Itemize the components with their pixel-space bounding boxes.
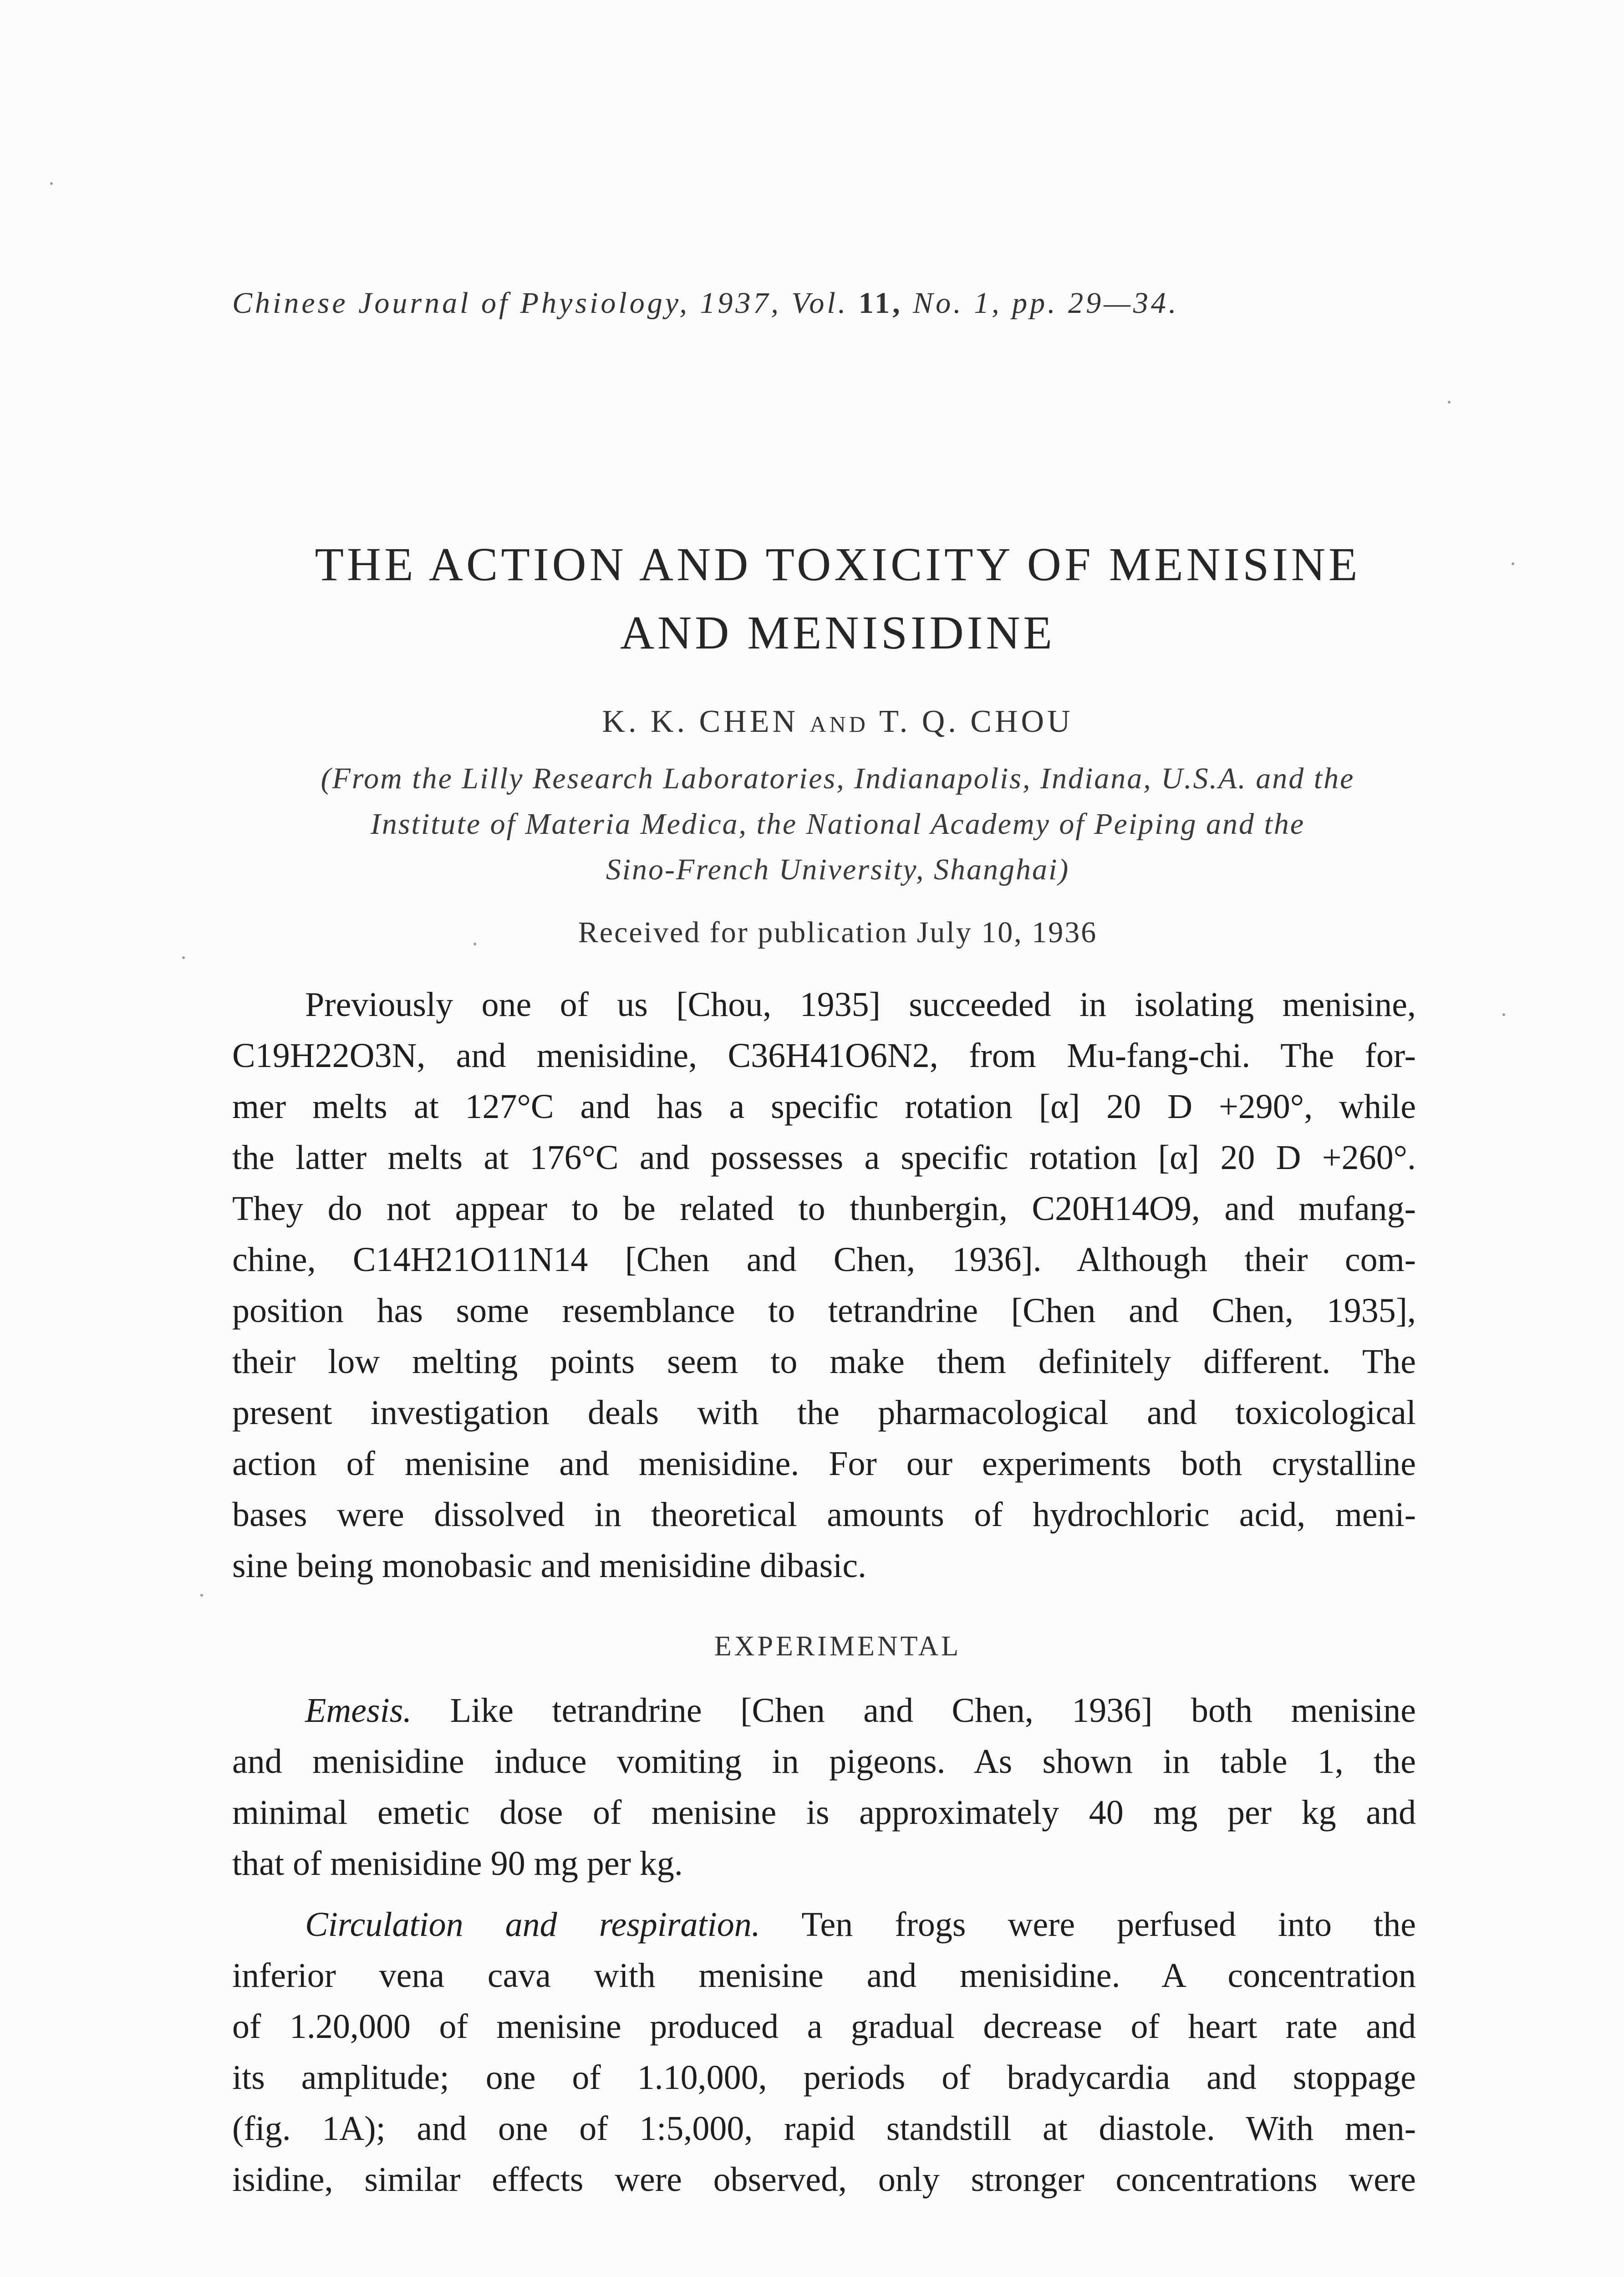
volume-number: 11, xyxy=(858,286,903,320)
body-line xyxy=(232,1899,1416,1950)
issue-pages: No. 1, pp. 29—34. xyxy=(913,286,1179,320)
author-conjunction: AND xyxy=(809,711,869,737)
article-title xyxy=(255,531,1420,667)
subsection-lead: Emesis. xyxy=(305,1691,412,1730)
body-line: its amplitude; one of 1.10,000, periods of bradycardia and stoppage xyxy=(232,2058,1416,2097)
title-line-2: AND MENISIDINE xyxy=(620,607,1055,659)
body-line: Previously one of us [Chou, 1935] succeeded in isolating menisine, xyxy=(305,985,1416,1024)
subsection-lead: Circulation and respiration. xyxy=(305,1905,760,1944)
section-heading: EXPERIMENTAL xyxy=(714,1631,962,1662)
body-line: sine being monobasic and menisidine dibasic. xyxy=(232,1547,867,1585)
author-line xyxy=(255,704,1420,740)
body-line: position has some resemblance to tetrandrine [Chen and Chen, 1935], xyxy=(232,1292,1416,1330)
body-line: mer melts at 127°C and has a specific rotation [α] 20 D +290°, while xyxy=(232,1087,1416,1126)
intro-paragraph xyxy=(232,979,1416,1591)
affiliation-line-1: (From the Lilly Research Laboratories, Indianapolis, Indiana, U.S.A. and the xyxy=(321,762,1355,795)
body-line: C19H22O3N, and menisidine, C36H41O6N2, from Mu-fang-chi. The for- xyxy=(232,1036,1416,1075)
body-line: action of menisine and menisidine. For our experiments both crystalline xyxy=(232,1445,1416,1483)
body-line: (fig. 1A); and one of 1:5,000, rapid standstill at diastole. With men- xyxy=(232,2109,1416,2148)
body-line: the latter melts at 176°C and possesses a specific rotation [α] 20 D +260°. xyxy=(232,1138,1416,1177)
scan-speck xyxy=(1512,562,1514,565)
author-second: T. Q. CHOU xyxy=(879,704,1074,739)
body-line: They do not appear to be related to thunbergin, C20H14O9, and mufang- xyxy=(232,1190,1416,1228)
scan-speck xyxy=(200,1594,203,1597)
body-line: bases were dissolved in theoretical amounts of hydrochloric acid, meni- xyxy=(232,1496,1416,1534)
scan-speck xyxy=(473,943,476,945)
scan-speck xyxy=(182,956,185,959)
body-line-text: Ten frogs were perfused into the xyxy=(801,1905,1416,1944)
body-line: minimal emetic dose of menisine is approximately 40 mg per kg and xyxy=(232,1793,1416,1832)
journal-citation: Chinese Journal of Physiology, 1937, Vol. xyxy=(232,286,849,320)
body-line: and menisidine induce vomiting in pigeons. As shown in table 1, the xyxy=(232,1742,1416,1781)
scan-speck xyxy=(1502,1013,1505,1016)
scan-speck xyxy=(1448,401,1451,403)
body-line-text: Like tetrandrine [Chen and Chen, 1936] both menisine xyxy=(450,1691,1416,1730)
title-line-1: THE ACTION AND TOXICITY OF MENISINE xyxy=(315,538,1361,591)
body-line: their low melting points seem to make them definitely different. The xyxy=(232,1343,1416,1381)
running-head xyxy=(232,286,1416,321)
scan-speck xyxy=(50,182,53,185)
body-line: chine, C14H21O11N14 [Chen and Chen, 1936]. Although their com- xyxy=(232,1241,1416,1279)
circulation-paragraph xyxy=(232,1899,1416,2205)
body-line: present investigation deals with the pharmacological and toxicological xyxy=(232,1394,1416,1432)
body-line: isidine, similar effects were observed, only stronger concentrations were xyxy=(232,2160,1416,2199)
body-line: that of menisidine 90 mg per kg. xyxy=(232,1844,683,1883)
affiliation-line-3: Sino-French University, Shanghai) xyxy=(606,853,1070,886)
body-line xyxy=(232,1685,1416,1736)
affiliation xyxy=(255,756,1420,893)
received-date: Received for publication July 10, 1936 xyxy=(578,916,1098,949)
emesis-paragraph xyxy=(232,1685,1416,1889)
author-first: K. K. CHEN xyxy=(602,704,799,739)
body-line: of 1.20,000 of menisine produced a gradual decrease of heart rate and xyxy=(232,2007,1416,2046)
affiliation-line-2: Institute of Materia Medica, the National Academy of Peiping and the xyxy=(370,807,1305,841)
body-line: inferior vena cava with menisine and menisidine. A concentration xyxy=(232,1956,1416,1995)
